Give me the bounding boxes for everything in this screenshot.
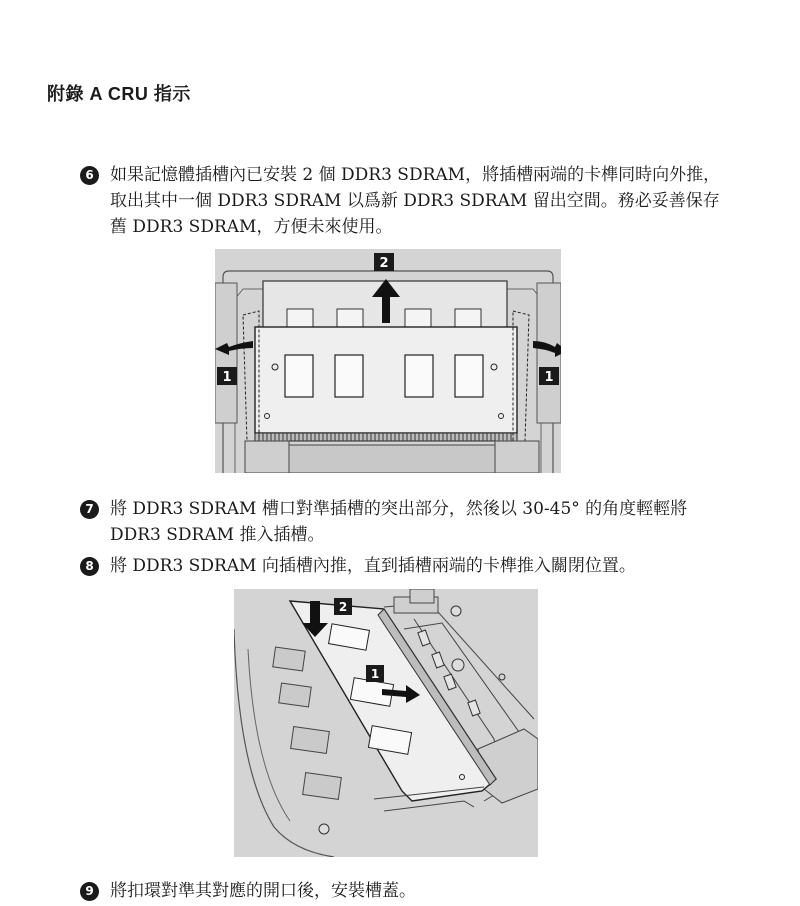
callout-1-right bbox=[539, 367, 559, 385]
callout-label: 2 bbox=[338, 600, 348, 614]
callout-label: 2 bbox=[379, 256, 389, 271]
step-9 bbox=[80, 878, 730, 904]
step-6 bbox=[80, 162, 730, 240]
callout-label: 1 bbox=[370, 667, 380, 681]
step-8 bbox=[80, 553, 730, 579]
step-number: 8 bbox=[80, 557, 99, 576]
figure-memory-removal bbox=[215, 249, 561, 473]
callout-label: 1 bbox=[544, 370, 554, 385]
callout-2 bbox=[334, 598, 352, 615]
page-header: 附錄 A CRU 指示 bbox=[47, 84, 191, 104]
callout-label: 1 bbox=[222, 370, 232, 385]
step-number: 9 bbox=[80, 882, 99, 901]
callout-2 bbox=[374, 253, 394, 271]
step-text: 將 DDR3 SDRAM 槽口對準插槽的突出部分，然後以 30-45° 的角度輕輕將 DDR3 SDRAM 推入插槽。 bbox=[110, 499, 688, 545]
step-text: 將扣環對準其對應的開口後，安裝槽蓋。 bbox=[110, 881, 416, 901]
callout-1-left bbox=[217, 367, 237, 385]
callout-1 bbox=[366, 665, 384, 682]
step-text: 如果記憶體插槽內已安裝 2 個 DDR3 SDRAM，將插槽兩端的卡榫同時向外推，取出其中一個 DDR3 SDRAM 以爲新 DDR3 SDRAM 留出空間。務必妥善保存舊 DDR3 SDRAM，方便未來使用。 bbox=[110, 165, 721, 237]
step-text: 將 DDR3 SDRAM 向插槽內推，直到插槽兩端的卡榫推入關閉位置。 bbox=[110, 556, 636, 576]
step-number: 7 bbox=[80, 500, 99, 519]
figure-memory-install bbox=[234, 589, 538, 857]
step-number: 6 bbox=[80, 166, 99, 185]
step-7 bbox=[80, 496, 730, 548]
